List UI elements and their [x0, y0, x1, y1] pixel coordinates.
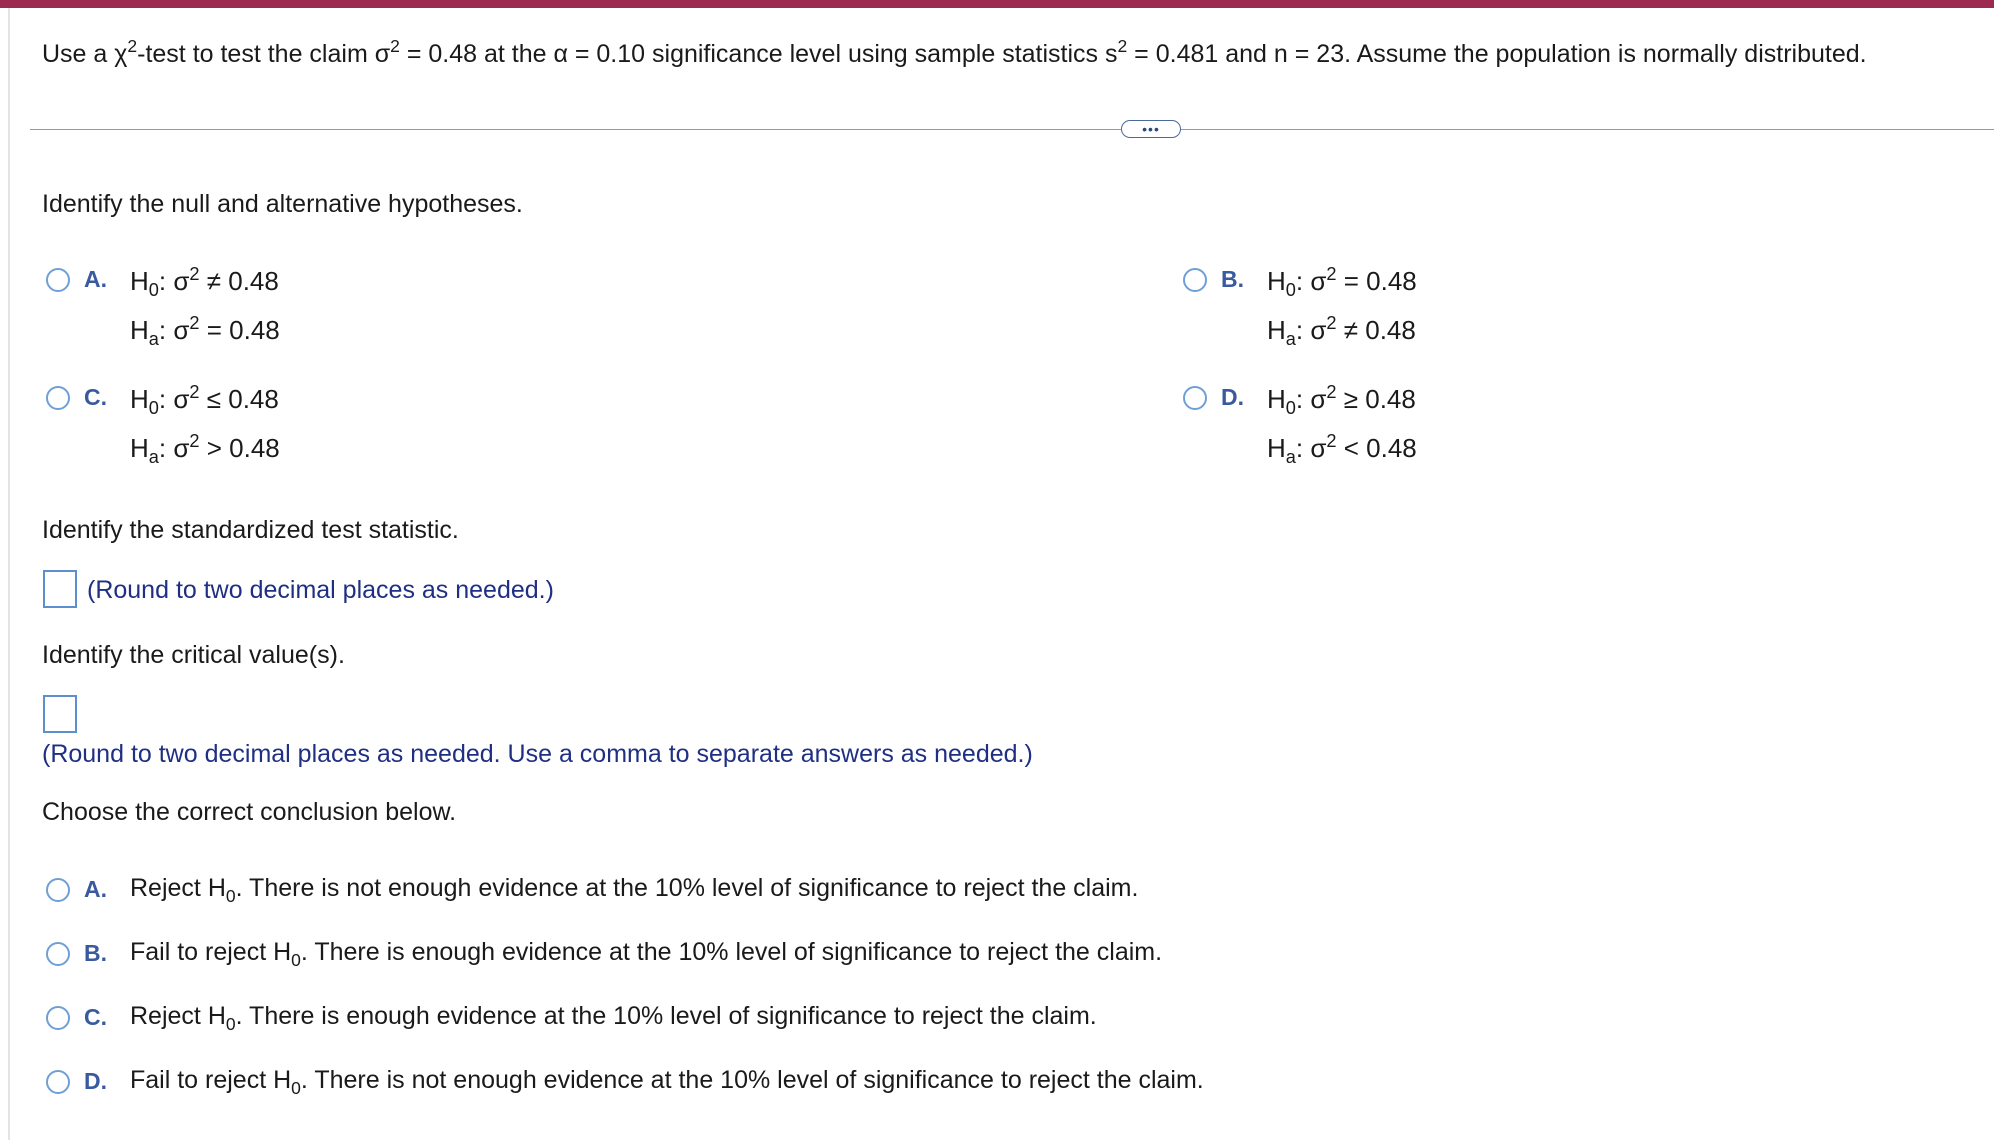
radio-option-a[interactable]: [46, 268, 70, 292]
critical-values-input[interactable]: [43, 695, 77, 733]
hypotheses-prompt: Identify the null and alternative hypotheses.: [42, 190, 523, 218]
alternative-hypothesis: $H_a$: $\sigma^2 < 0.48$: [1267, 431, 1417, 468]
conclusion-letter-a: A.: [84, 876, 107, 902]
alternative-hypothesis: $H_a$: $\sigma^2 = 0.48$: [130, 313, 280, 350]
show-more-button[interactable]: •••: [1121, 120, 1181, 138]
conclusion-prompt: Choose the correct conclusion below.: [42, 798, 457, 826]
radio-option-c[interactable]: [46, 386, 70, 410]
test-statistic-prompt: Identify the standardized test statistic.: [42, 516, 459, 544]
option-letter-a: A.: [84, 266, 107, 292]
conclusion-letter-d: D.: [84, 1068, 107, 1094]
alternative-hypothesis: $H_a$: $\sigma^2 \ne 0.48$: [1267, 313, 1416, 350]
critical-values-prompt: Identify the critical value(s).: [42, 641, 345, 669]
null-hypothesis: $H_0$: $\sigma^2 \ge 0.48$: [1267, 382, 1416, 419]
alternative-hypothesis: $H_a$: $\sigma^2 > 0.48$: [130, 431, 280, 468]
radio-conclusion-c[interactable]: [46, 1006, 70, 1030]
option-letter-d: D.: [1221, 384, 1244, 410]
option-letter-c: C.: [84, 384, 107, 410]
radio-conclusion-d[interactable]: [46, 1070, 70, 1094]
null-hypothesis: $H_0$: $\sigma^2 \le 0.48$: [130, 382, 279, 419]
conclusion-letter-b: B.: [84, 940, 107, 966]
radio-conclusion-b[interactable]: [46, 942, 70, 966]
section-divider: [30, 129, 1994, 130]
left-border: [8, 8, 10, 1140]
conclusion-text-a: Reject $H_0$. There is not enough evidence at the 10% level of significance to reject the claim.: [130, 874, 1139, 907]
critical-values-hint: (Round to two decimal places as needed. Use a comma to separate answers as needed.): [42, 740, 1033, 768]
null-hypothesis: $H_0$: $\sigma^2 = 0.48$: [1267, 264, 1417, 301]
conclusion-text-b: Fail to reject $H_0$. There is enough evidence at the 10% level of significance to reject the claim.: [130, 938, 1163, 971]
conclusion-text-d: Fail to reject $H_0$. There is not enough evidence at the 10% level of significance to reject the claim.: [130, 1066, 1204, 1099]
conclusion-text-c: Reject $H_0$. There is enough evidence at the 10% level of significance to reject the claim.: [130, 1002, 1097, 1035]
conclusion-letter-c: C.: [84, 1004, 107, 1030]
option-letter-b: B.: [1221, 266, 1244, 292]
top-accent-bar: [0, 0, 1994, 8]
radio-option-d[interactable]: [1183, 386, 1207, 410]
radio-conclusion-a[interactable]: [46, 878, 70, 902]
radio-option-b[interactable]: [1183, 268, 1207, 292]
test-statistic-input[interactable]: [43, 570, 77, 608]
question-text: Use a $\chi^2$-test to test the claim $\sigma^2 = 0.48$ at the α = 0.10 significance level using sample statistics $s^2 = 0.481$ and n = 23. Assume the population is normally distributed.: [42, 36, 1867, 68]
test-statistic-hint: (Round to two decimal places as needed.): [87, 576, 554, 604]
null-hypothesis: $H_0$: $\sigma^2 \ne 0.48$: [130, 264, 279, 301]
